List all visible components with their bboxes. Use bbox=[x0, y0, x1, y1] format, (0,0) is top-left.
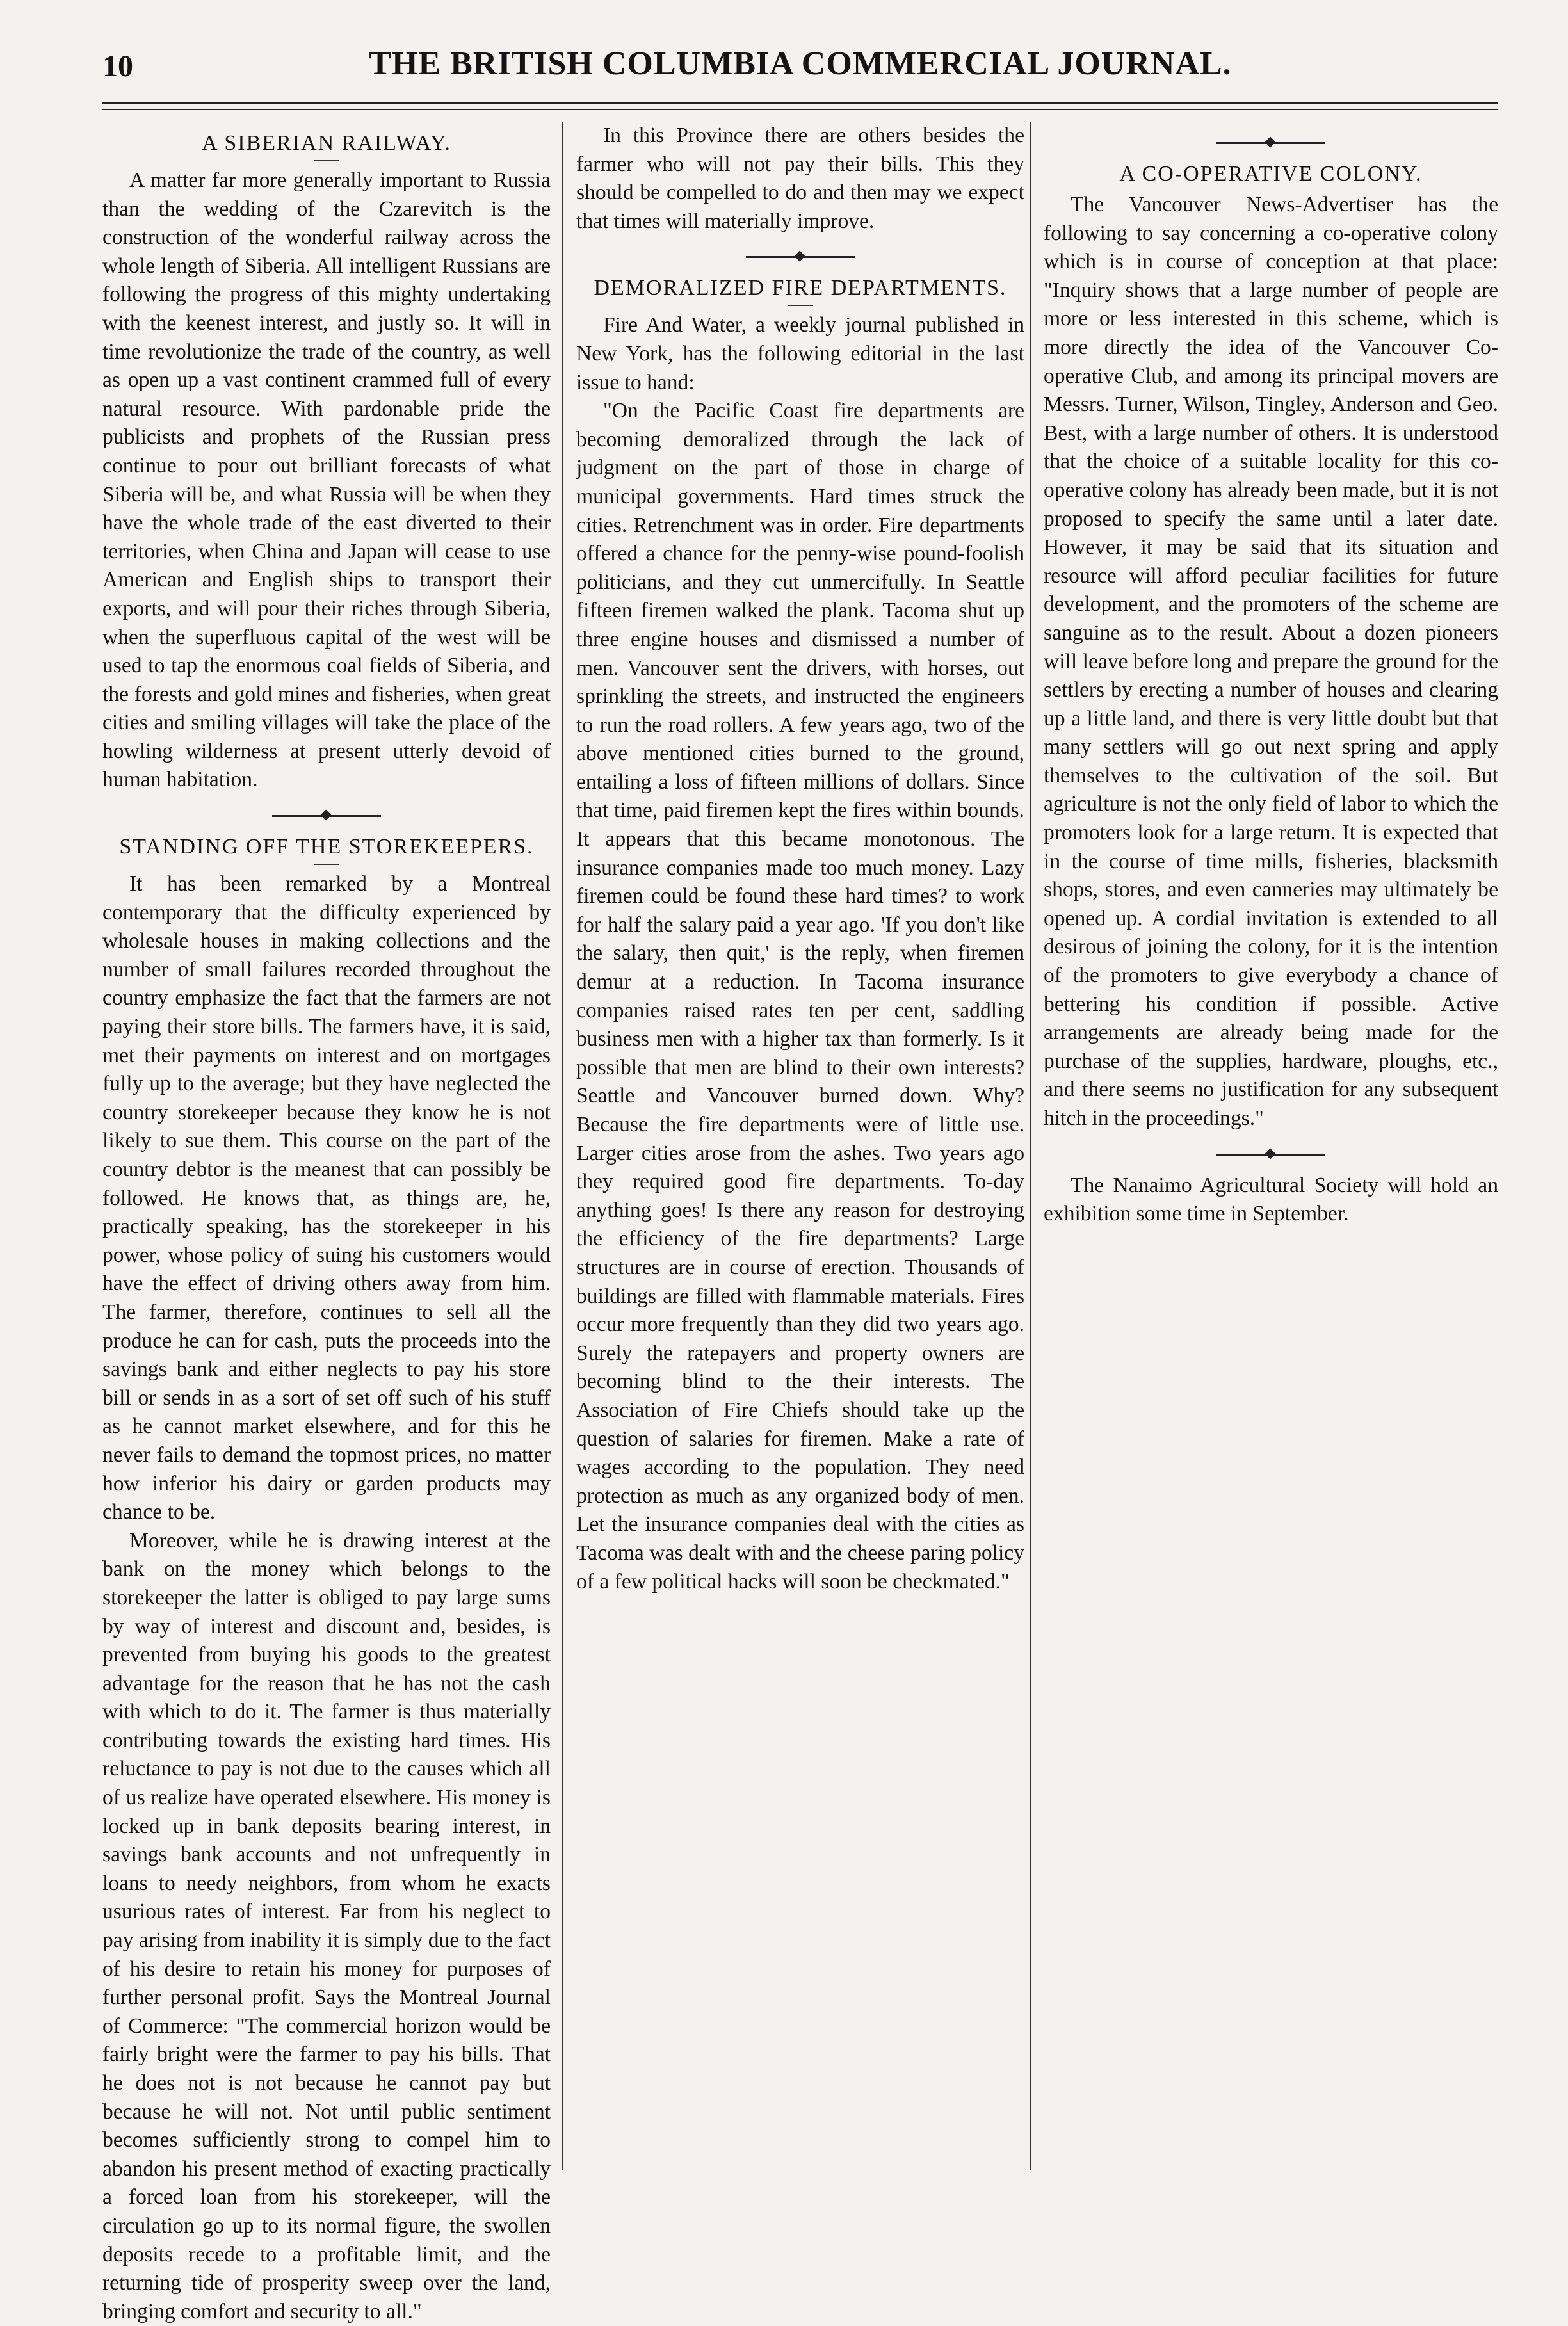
column-rule bbox=[1030, 122, 1031, 2170]
article-paragraph: It has been remarked by a Montreal contemporary that the difficulty experienced by wholesale houses in making collections and the number of small failures recorded throughout the country emphasize the fact that the farmers are not paying their store bills. The farmers have, it is said, met their payments on interest and on mortgages fully up to the average; but they have neglected the country storekeeper because they know he is not likely to sue them. This course on the part of the country debtor is the meanest that can possibly be followed. He knows that, as things are, he, practically speaking, has the storekeeper in his power, whose policy of suing his customers would have the effect of driving others away from him. The farmer, therefore, continues to sell all the produce he can for cash, puts the proceeds into the savings bank and either neglects to pay his store bill or sends in as a sort of set off such of his stuff as he cannot market elsewhere, and for this he never fails to demand the topmost prices, no matter how inferior his dairy or garden products may chance to be. bbox=[102, 872, 551, 1524]
headline-dash bbox=[314, 160, 339, 161]
journal-title: THE BRITISH COLUMBIA COMMERCIAL JOURNAL. bbox=[369, 45, 1232, 82]
section-divider bbox=[272, 811, 381, 820]
article-paragraph: "On the Pacific Coast fire departments are becoming demoralized through the lack of judgment on the part of those in charge of municipal governments. Hard times struck the cities. Retrenchment was in order. Fire departments offered a chance for the penny-wise pound-foolish politicians, and they cut unmercifully. In Seattle fifteen firemen walked the plank. Tacoma shut up three engine houses and dismissed a number of men. Vancouver sent the drivers, with horses, out sprinkling the streets, and instructed the engineers to run the road rollers. A few years ago, two of the above mentioned cities burned to the ground, entailing a loss of fifteen millions of dollars. Since that time, paid firemen kept the fires within bounds. It appears that this became monotonous. The insurance companies made too much money. Lazy firemen could be found these hard times? to work for half the salary paid a year ago. 'If you don't like the salary, then quit,' is the reply, when firemen demur at a reduction. In Tacoma insurance companies raised rates ten per cent, saddling business men with a higher tax than formerly. Is it possible that men are blind to their own interests? Seattle and Vancouver burned down. Why? Because the fire departments were of little use. Larger cities arose from the ashes. Two years ago they required good fire departments. To-day anything goes! Is there any reason for destroying the efficiency of the fire departments? Large structures are in course of erection. Thousands of buildings are filled with flammable materials. Fires occur more frequently than they did two years ago. Surely the ratepayers and property owners are becoming blind to the their interests. The Association of Fire Chiefs should take up the question of salaries for firemen. Make a rate of wages according to the population. They need protection as much as any organized body of men. Let the insurance companies deal with the cities as Tacoma was dealt with and the cheese paring policy of a few political hacks will soon be checkmated." bbox=[576, 399, 1024, 1594]
column-3 bbox=[1044, 122, 1498, 2254]
article-headline: A SIBERIAN RAILWAY. bbox=[202, 131, 451, 155]
section-divider bbox=[1216, 138, 1325, 147]
headline-dash bbox=[788, 305, 813, 306]
header-rule-thin bbox=[102, 109, 1498, 110]
column-2 bbox=[576, 122, 1024, 2254]
article-headline: STANDING OFF THE STOREKEEPERS. bbox=[119, 835, 534, 859]
page-header bbox=[102, 45, 1498, 96]
article-paragraph: Fire And Water, a weekly journal published in New York, has the following editorial in the last issue to hand: bbox=[576, 313, 1024, 394]
article-paragraph: In this Province there are others besides the farmer who will not pay their bills. This they should be compelled to do and then may we expect that times will materially improve. bbox=[576, 124, 1024, 233]
article-paragraph: A matter far more generally important to Russia than the wedding of the Czarevitch is the construction of the wonderful railway across the whole length of Siberia. All intelligent Russians are following the progress of this mighty undertaking with the keenest interest, and justly so. It will in time revolutionize the trade of the country, as well as open up a vast continent crammed full of every natural resource. With pardonable pride the publicists and prophets of the Russian press continue to pour out brilliant forecasts of what Siberia will be, and what Russia will be when they have the whole trade of the east diverted to their territories, when China and Japan will cease to use American and English ships to transport their exports, and will pour their riches through Siberia, when the superfluous capital of the west will be used to tap the enormous coal fields of Siberia, and the forests and gold mines and fisheries, when great cities and smiling villages will take the place of the howling wilderness at present utterly devoid of human habitation. bbox=[102, 168, 551, 792]
header-rule bbox=[102, 102, 1498, 104]
article-paragraph: The Vancouver News-Advertiser has the following to say concerning a co-operative colony which is in course of conception at that place: "Inquiry shows that a large number of people are more or less interested in this scheme, which is more directly the idea of the Vancouver Co-operative Club, and among its principal movers are Messrs. Turner, Wilson, Tingley, Anderson and Geo. Best, with a large number of others. It is understood that the choice of a suitable locality for this co-operative colony has already been made, but it is not proposed to specify the same until a later date. However, it may be said that its situation and resource will afford peculiar facilities for future development, and the promoters of the scheme are sanguine as to the result. About a dozen pioneers will leave before long and prepare the ground for the settlers by erecting a number of houses and clearing up a little land, and there is very little doubt but that many settlers will go out next spring and apply themselves to the cultivation of the soil. But agriculture is not the only field of labor to which the promoters look for a large return. It is expected that in the course of time mills, fisheries, blacksmith shops, stores, and even canneries may ultimately be opened up. A cordial invitation is extended to all desirous of joining the colony, for it is the intention of the promoters to give everybody a chance of bettering his condition if possible. Active arrangements are already being made for the purchase of the supplies, hardware, ploughs, etc., and there seems no justification for any subsequent hitch in the proceedings." bbox=[1044, 193, 1498, 1130]
article-paragraph: Moreover, while he is drawing interest at the bank on the money which belongs to the storekeeper the latter is obliged to pay large sums by way of interest and discount and, besides, is prevented from buying his goods to the greatest advantage for the reason that he has not the cash with which to do it. The farmer is thus materially contributing towards the existing hard times. His reluctance to pay is not due to the causes which all of us realize have operated elsewhere. His money is locked up in bank deposits bearing interest, in savings bank accounts and not unfrequently in loans to needy neighbors, from whom he exacts usurious rates of interest. Far from his neglect to pay arising from inability it is simply due to the fact of his desire to retain his money for purposes of further personal profit. Says the Montreal Journal of Commerce: "The commercial horizon would be fairly bright were the farmer to pay his bills. That he does not is not because he cannot pay but because he will not. Not until public sentiment becomes sufficiently strong to compel him to abandon his present method of exacting practically a forced loan from his storekeeper, will the circulation go up to its normal figure, the swollen deposits recede to a profitable limit, and the returning tide of prosperity sweep over the land, bringing comfort and security to all." bbox=[102, 1528, 551, 2323]
headline-dash bbox=[314, 864, 339, 865]
section-divider bbox=[1216, 1150, 1325, 1159]
article-headline: DEMORALIZED FIRE DEPARTMENTS. bbox=[594, 276, 1007, 300]
article-paragraph: The Nanaimo Agricultural Society will hold an exhibition some time in September. bbox=[1044, 1173, 1498, 1226]
column-rule bbox=[562, 122, 563, 2170]
article-headline: A CO-OPERATIVE COLONY. bbox=[1119, 162, 1423, 186]
page-number: 10 bbox=[102, 49, 133, 83]
column-1 bbox=[102, 122, 551, 2323]
section-divider bbox=[746, 252, 855, 261]
